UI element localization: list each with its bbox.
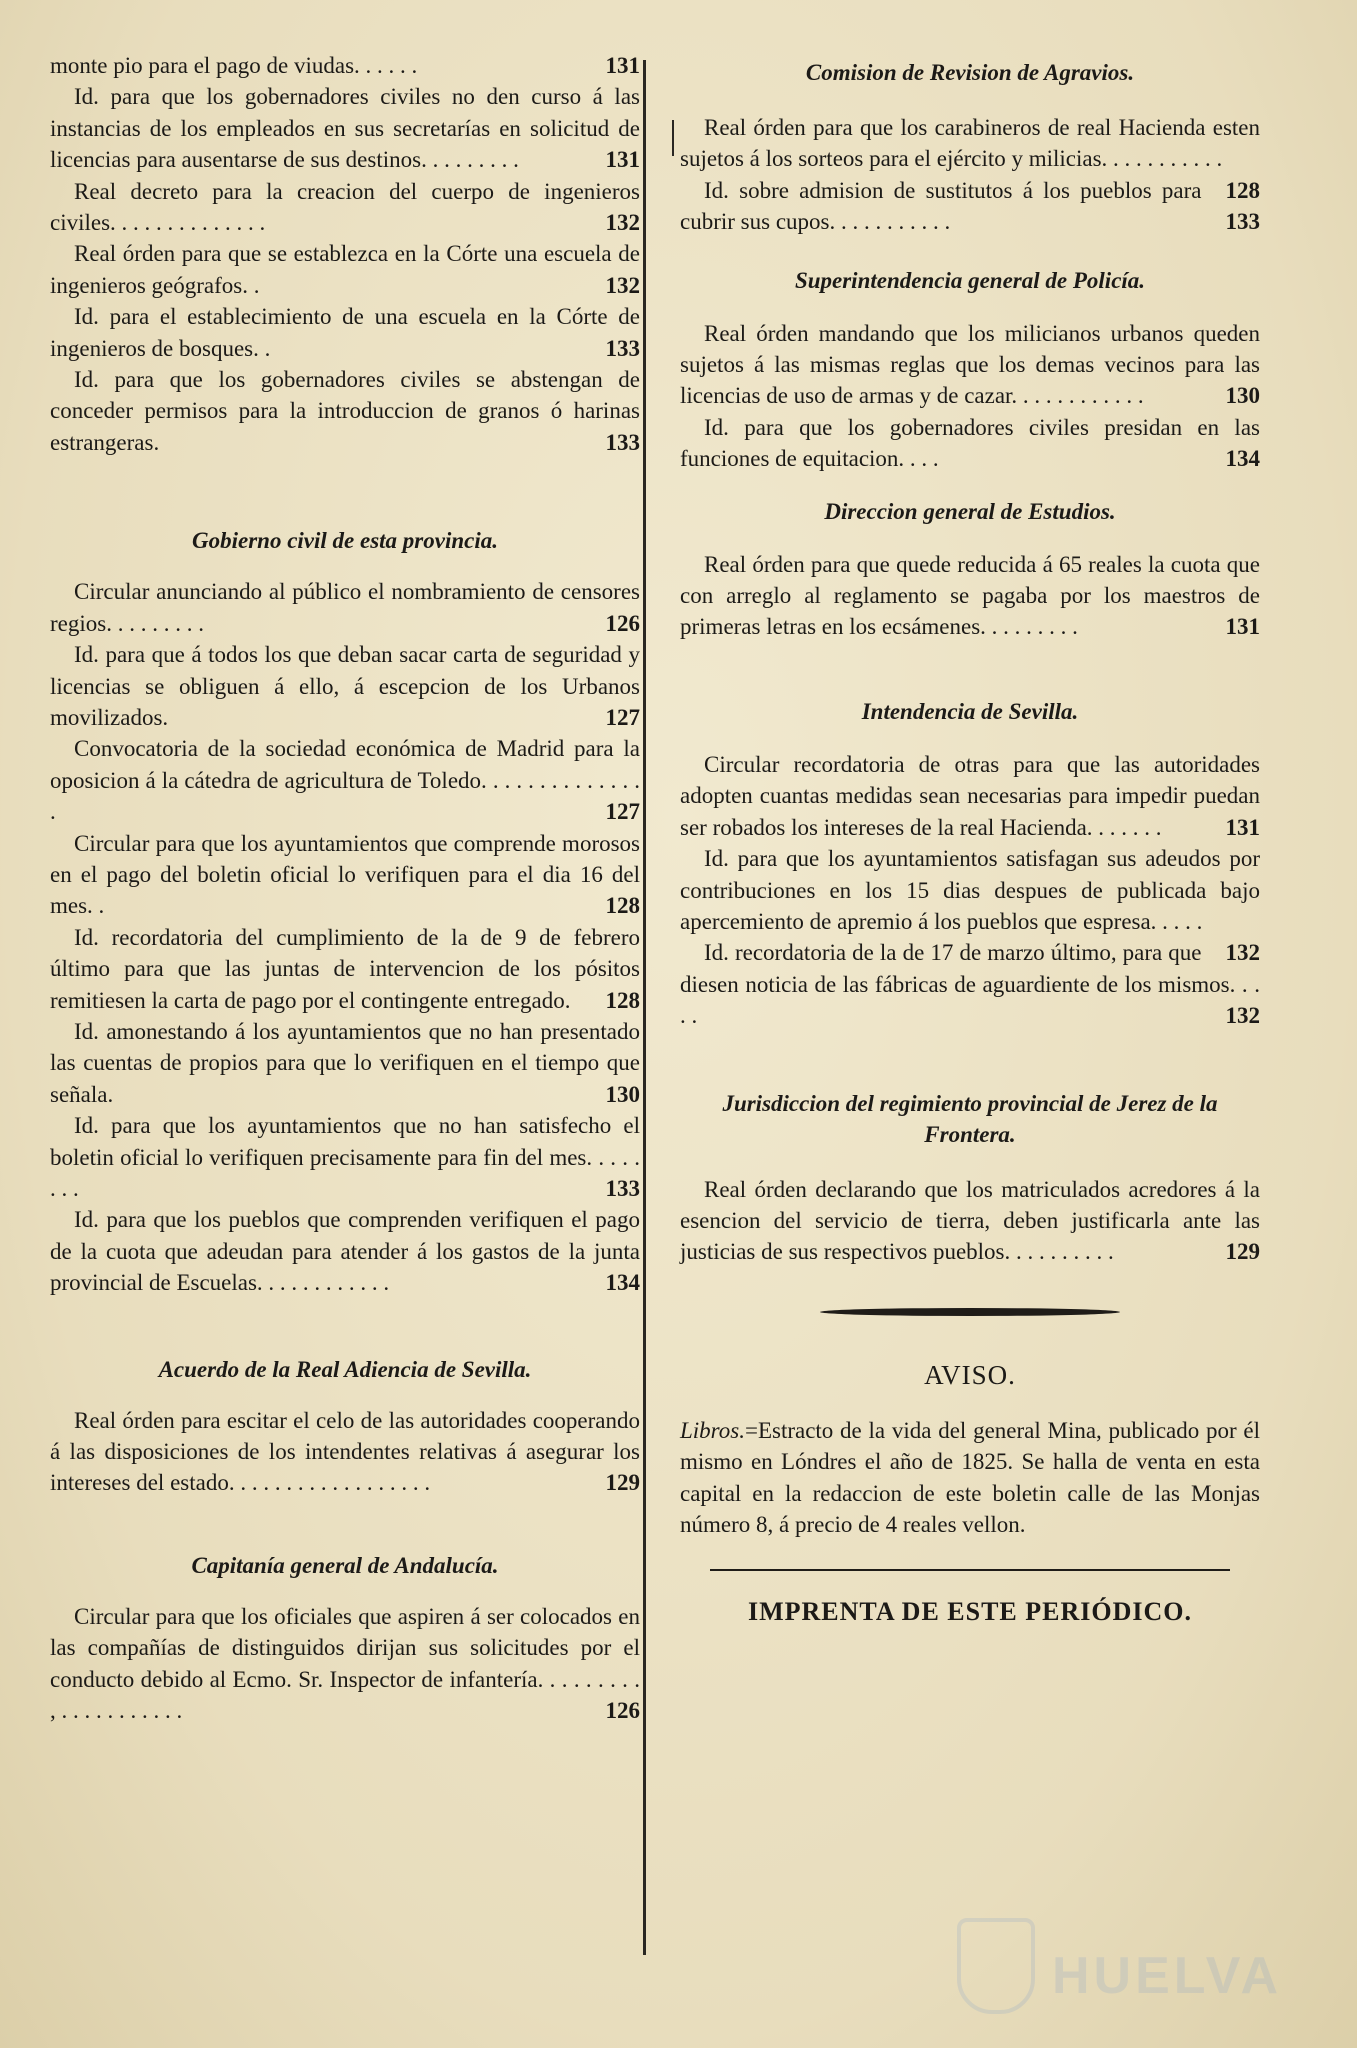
page-number: 127: [605, 799, 640, 825]
index-entry: [680, 412, 1260, 475]
index-entry: [50, 828, 640, 922]
index-entry: [50, 576, 640, 639]
page-number: 128: [605, 893, 640, 919]
page-number: 128: [1225, 177, 1260, 203]
watermark-text: HUELVA: [1052, 1947, 1283, 2005]
coat-of-arms-icon: [957, 1918, 1035, 2014]
index-entry: [680, 175, 1260, 238]
page-number: 128: [605, 987, 640, 1013]
library-watermark: [957, 1918, 1283, 2008]
index-entry: [50, 364, 640, 458]
section-gobierno: [50, 576, 640, 1298]
section-heading: Direccion general de Estudios.: [824, 498, 1116, 524]
page-number: 132: [1225, 1003, 1260, 1029]
entry-text: Real órden para que los carabineros de real Hacienda esten sujetos á los sorteos para el ejército y milicias. . . . . . . . . . .: [680, 115, 1260, 172]
section-heading: Superintendencia general de Policía.: [794, 267, 1146, 293]
index-entry: [680, 549, 1260, 643]
section-heading: Acuerdo de la Real Adiencia de Sevilla.: [158, 1356, 532, 1382]
entry-text: Circular para que los ayuntamientos que comprende morosos en el pago del boletin oficial lo verifiquen para el dia 16 del mes. .: [50, 830, 640, 919]
column-divider: [643, 60, 646, 1955]
entry-text: Id. para que los gobernadores civiles se abstengan de conceder permisos para la introduccion de granos ó harinas estrangeras.: [50, 367, 640, 455]
section-capitania: [50, 1601, 640, 1727]
index-entry: [680, 937, 1260, 1031]
index-entry: [680, 1174, 1260, 1268]
page-number: 131: [605, 53, 640, 78]
page-number: 133: [605, 1176, 640, 1201]
index-entry: [680, 749, 1260, 843]
section-intendencia: [680, 749, 1260, 1032]
entry-text: Id. recordatoria de la de 17 de marzo último, para que diesen noticia de las fábricas de aguardiente de los mismos. . . . .: [680, 940, 1260, 1029]
index-entry: [680, 318, 1260, 412]
section-heading: Intendencia de Sevilla.: [861, 698, 1079, 724]
entry-text: Id. para que los ayuntamientos satisfagan sus adeudos por contribuciones en los 15 dias despues de publicada bajo apercemiento de apremio á los pueblos que espresa. . . . .: [680, 846, 1260, 934]
index-entry: [50, 1204, 640, 1298]
entry-text: Real órden mandando que los milicianos urbanos queden sujetos á las mismas reglas que los demas vecinos para las licencias de uso de armas y de cazar. . . . . . . . . . . .: [680, 320, 1260, 409]
page-number: 132: [605, 272, 640, 298]
page-number: 132: [1225, 940, 1260, 966]
entry-text: Circular anunciando al público el nombramiento de censores regios. . . . . . . . .: [50, 579, 640, 636]
separator-rule: [820, 1308, 1120, 1316]
page-number: 129: [605, 1470, 640, 1496]
index-entry: [50, 1405, 640, 1499]
entry-text: Id. para que los ayuntamientos que no han satisfecho el boletin oficial lo verifiquen precisamente para fin del mes. . . . . . . .: [50, 1113, 640, 1201]
index-entry: [50, 50, 640, 81]
column-divider-tick: [672, 120, 674, 156]
page-number: 130: [1225, 383, 1260, 409]
aviso-title: AVISO.: [924, 1359, 1016, 1390]
page-number: 130: [605, 1081, 640, 1107]
section-heading: Jurisdiccion del regimiento provincial de Jerez de la Frontera.: [722, 1090, 1218, 1147]
section-comision: [680, 112, 1260, 238]
left-column: [50, 50, 640, 1726]
page-number: 127: [605, 704, 640, 730]
index-entry: [50, 1016, 640, 1110]
page-number: 133: [1225, 209, 1260, 235]
page-number: 134: [1225, 446, 1260, 472]
page-number: 126: [605, 1698, 640, 1724]
entry-text: Real decreto para la creacion del cuerpo de ingenieros civiles. . . . . . . . . . . . . .: [50, 178, 640, 236]
index-entry: [50, 238, 640, 301]
section-acuerdo: [50, 1405, 640, 1499]
entry-text: Real órden declarando que los matriculados acredores á la esencion del servicio de tierra, deben justificarla ante las justicias de sus respectivos pueblos. . . . . . . . . .: [680, 1176, 1260, 1265]
index-entry: [50, 176, 640, 239]
index-entry: [50, 733, 640, 827]
page-number: 131: [1225, 814, 1260, 840]
page-number: 131: [1225, 614, 1260, 640]
index-entry: [50, 1601, 640, 1727]
index-entry: [50, 1110, 640, 1204]
section-heading: Capitanía general de Andalucía.: [191, 1552, 499, 1578]
index-entry: [50, 922, 640, 1016]
entry-text: Id. para el establecimiento de una escuela en la Córte de ingenieros de bosques. .: [50, 304, 640, 361]
section-direccion: [680, 549, 1260, 643]
index-entry: [50, 81, 640, 175]
imprenta-line: IMPRENTA DE ESTE PERIÓDICO.: [747, 1596, 1193, 1626]
entry-text: Circular recordatoria de otras para que las autoridades adopten cuantas medidas sean necesarias para impedir puedan ser robados los intereses de la real Hacienda. . . . . . .: [680, 751, 1260, 840]
page-number: 129: [1225, 1239, 1260, 1265]
entry-text: Circular para que los oficiales que aspiren á ser colocados en las compañías de distinguidos dirijan sus solicitudes por el conducto debido al Ecmo. Sr. Inspector de infantería. . . . . . . . . , . . . . . . . . . . .: [50, 1603, 640, 1724]
entry-text: Id. para que los gobernadores civiles presidan en las funciones de equitacion. . . .: [680, 414, 1260, 472]
aviso-body: =Estracto de la vida del general Mina, publicado por él mismo en Lóndres el año de 1825. Se halla de venta en esta capital en la redaccion de este boletin calle de las Monjas número 8, á precio de 4 reales vellon.: [680, 1417, 1260, 1538]
top-entries: [50, 50, 640, 458]
entry-text: Real órden para que quede reducida á 65 reales la cuota que con arreglo al reglamento se pagaba por los maestros de primeras letras en los ecsámenes. . . . . . . . .: [680, 551, 1260, 640]
entry-text: Id. para que los gobernadores civiles no den curso á las instancias de los empleados en sus secretarías en solicitud de licencias para ausentarse de sus destinos. . . . . . . . .: [50, 84, 640, 173]
page-number: 132: [605, 210, 640, 236]
index-entry: [680, 843, 1260, 966]
aviso-text: [680, 1415, 1260, 1541]
index-entry: [50, 639, 640, 733]
section-heading: Comision de Revision de Agravios.: [805, 60, 1135, 85]
page-number: 126: [605, 610, 640, 636]
entry-text: Id. sobre admision de sustitutos á los pueblos para cubrir sus cupos. . . . . . . . . . .: [680, 177, 1202, 235]
section-heading: Gobierno civil de esta provincia.: [192, 528, 498, 554]
page-number: 131: [605, 147, 640, 173]
entry-text: Id. amonestando á los ayuntamientos que no han presentado las cuentas de propios para que lo verifiquen en el tiempo que señala.: [50, 1018, 640, 1107]
index-entry: [680, 112, 1260, 203]
entry-text: Id. para que los pueblos que comprenden verifiquen el pago de la cuota que adeudan para atender á los gastos de la junta provincial de Escuelas. . . . . . . . . . . .: [50, 1207, 640, 1296]
aviso-label: Libros.: [680, 1417, 745, 1443]
entry-text: Id. recordatoria del cumplimiento de la de 9 de febrero último para que las juntas de intervencion de los pósitos remitiesen la carta de pago por el contingente entregado.: [50, 924, 640, 1013]
entry-text: Real órden para escitar el celo de las autoridades cooperando á las disposiciones de los intendentes relativas á asegurar los intereses del estado. . . . . . . . . . . . . . . . . .: [50, 1407, 640, 1496]
entry-text: Real órden para que se establezca en la Córte una escuela de ingenieros geógrafos. .: [50, 241, 640, 298]
page-number: 134: [605, 1270, 640, 1296]
section-superintendencia: [680, 318, 1260, 475]
page-number: 133: [605, 335, 640, 361]
right-column: [680, 50, 1260, 1627]
entry-text: Convocatoria de la sociedad económica de Madrid para la oposicion á la cátedra de agricultura de Toledo. . . . . . . . . . . . . . .: [50, 736, 640, 825]
entry-text: monte pio para el pago de viudas. . . . . .: [50, 53, 418, 78]
page-number: 133: [605, 429, 640, 455]
section-jurisdiccion: [680, 1174, 1260, 1268]
entry-text: Id. para que á todos los que deban sacar carta de seguridad y licencias se obliguen á ello, á escepcion de los Urbanos movilizados.: [50, 642, 640, 730]
index-entry: [50, 301, 640, 364]
